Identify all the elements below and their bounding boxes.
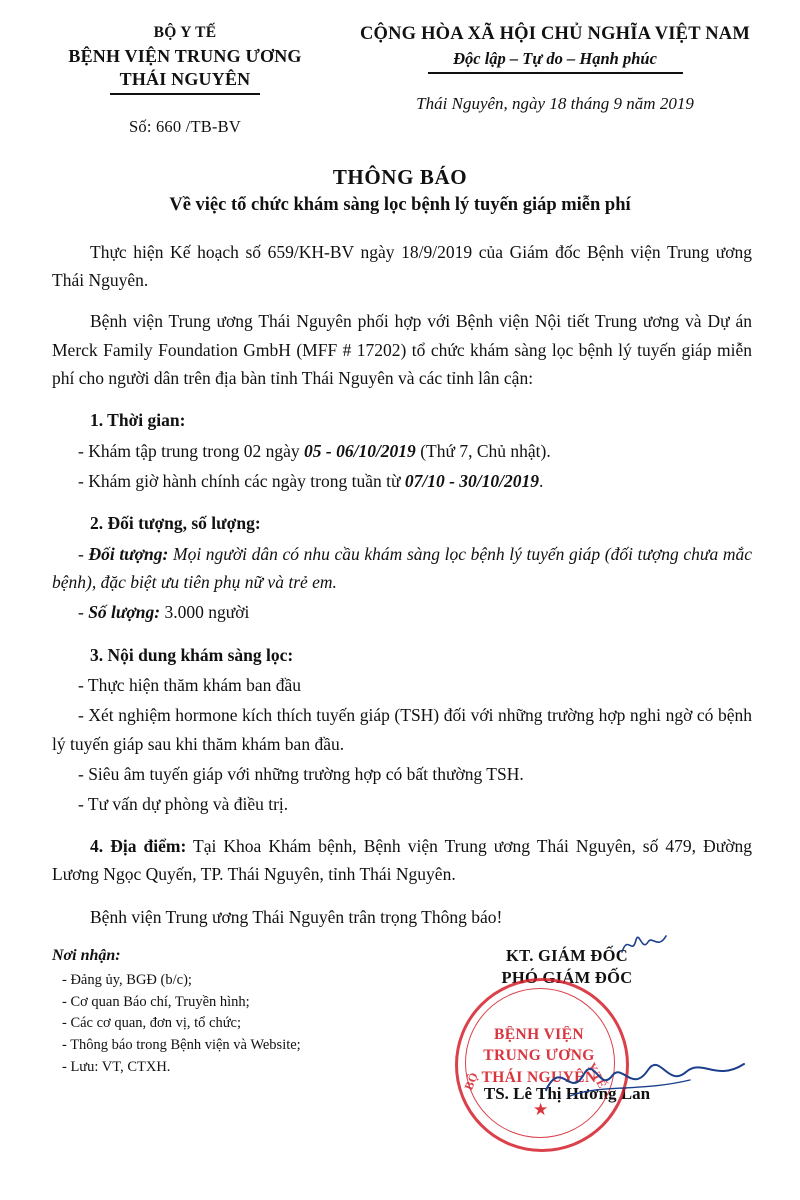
list-item: - Lưu: VT, CTXH.: [62, 1058, 171, 1075]
time-item-2-emphasis: 07/10 - 30/10/2019: [404, 471, 540, 491]
audience-item-1-prefix: -: [78, 543, 89, 564]
list-item: - Thông báo trong Bệnh viện và Website;: [62, 1037, 301, 1054]
signer-title-line2: PHÓ GIÁM ĐỐC: [501, 967, 633, 987]
hospital-name-line1: BỆNH VIỆN TRUNG ƯƠNG: [68, 46, 302, 66]
seal-line-2: TRUNG ƯƠNG: [483, 1047, 595, 1065]
page-title: THÔNG BÁO: [332, 164, 468, 189]
seal-line-3: THÁI NGUYÊN: [481, 1068, 597, 1086]
section-heading-audience: 2. Đối tượng, số lượng:: [90, 513, 261, 534]
signature-block: [382, 944, 752, 1104]
recipients-list: [52, 970, 382, 1079]
section-heading-content: 3. Nội dung khám sàng lọc:: [90, 644, 294, 665]
signer-name: TS. Lê Thị Hương Lan: [483, 1083, 651, 1103]
seal-star-icon: ★: [533, 1100, 549, 1119]
time-item-1-prefix: - Khám tập trung trong 02 ngày: [78, 440, 304, 461]
recipients-block: [52, 944, 382, 1104]
audience-item-2-prefix: -: [78, 602, 89, 623]
audience-item-2-emphasis: Số lượng:: [88, 602, 161, 623]
ministry-name: BỘ Y TẾ: [153, 24, 217, 41]
paragraph-intro-2: Bệnh viện Trung ương Thái Nguyên phối hợp với Bệnh viện Nội tiết Trung ương và Dự án Merck Family Foundation GmbH (MFF # 17202) tổ chức khám sàng lọc bệnh lý tuyến giáp miễn phí cho người dân trên địa bàn tỉnh Thái Nguyên và các tỉnh lân cận:: [52, 311, 752, 388]
hospital-name-line2: THÁI NGUYÊN: [119, 68, 251, 89]
list-item: - Cơ quan Báo chí, Truyền hình;: [62, 993, 250, 1010]
time-item-1-emphasis: 05 - 06/10/2019: [304, 440, 416, 461]
national-motto: Độc lập – Tự do – Hạnh phúc: [453, 49, 657, 68]
document-number: Số: 660 /TB-BV: [129, 116, 241, 136]
location-text: Tại Khoa Khám bệnh, Bệnh viện Trung ương Thái Nguyên, số 479, Đường Lương Ngọc Quyến, TP. Thái Nguyên, tỉnh Thái Nguyên.: [52, 835, 752, 885]
section-time-item-1: [52, 437, 752, 465]
paragraph-intro-1: Thực hiện Kế hoạch số 659/KH-BV ngày 18/9/2019 của Giám đốc Bệnh viện Trung ương Thái Nguyên.: [52, 241, 752, 290]
section-content-item-1: - Thực hiện thăm khám ban đầu: [78, 675, 301, 696]
time-item-1-suffix: (Thứ 7, Chủ nhật).: [415, 440, 551, 461]
seal-arc-right-text: Y TẾ: [584, 1060, 610, 1091]
section-heading-time: 1. Thời gian:: [90, 410, 186, 431]
document-footer: [0, 944, 800, 1104]
title-block: [0, 165, 800, 216]
national-divider: [428, 72, 683, 74]
audience-item-1-emphasis: Đối tượng:: [88, 543, 169, 564]
seal-arc-left-text: BỘ: [461, 1070, 481, 1092]
signer-title-line1: KT. GIÁM ĐỐC: [505, 945, 628, 965]
page-subtitle: Về việc tổ chức khám sàng lọc bệnh lý tuyến giáp miễn phí: [169, 194, 631, 215]
list-item: - Các cơ quan, đơn vị, tổ chức;: [62, 1015, 242, 1032]
time-item-2-suffix: .: [539, 471, 544, 491]
section-content-item-3: - Siêu âm tuyến giáp với những trường hợp có bất thường TSH.: [78, 764, 524, 785]
section-time-item-2: [52, 467, 752, 495]
header-national-block: [340, 22, 770, 137]
audience-item-1-suffix: Mọi người dân có nhu cầu khám sàng lọc bệnh lý tuyến giáp (đối tượng chưa mắc bệnh), đặc biệt ưu tiên phụ nữ và trẻ em.: [52, 543, 752, 593]
section-content-item-4: - Tư vấn dự phòng và điều trị.: [78, 794, 289, 815]
header-issuer-block: [30, 22, 340, 137]
section-location: [52, 832, 752, 889]
section-audience-item-2: [52, 598, 752, 626]
country-name: CỘNG HÒA XÃ HỘI CHỦ NGHĨA VIỆT NAM: [359, 24, 751, 44]
audience-item-2-suffix: 3.000 người: [160, 602, 250, 623]
seal-line-1: BỆNH VIỆN: [494, 1026, 584, 1043]
document-body: [0, 238, 800, 932]
section-audience-item-1: [52, 540, 752, 597]
place-and-date: Thái Nguyên, ngày 18 tháng 9 năm 2019: [416, 93, 694, 113]
list-item: - Đảng ủy, BGĐ (b/c);: [62, 971, 192, 988]
recipients-title: Nơi nhận:: [52, 946, 121, 964]
section-heading-location: 4. Địa điểm:: [90, 835, 187, 856]
time-item-2-prefix: - Khám giờ hành chính các ngày trong tuần từ: [78, 471, 405, 491]
closing-statement: Bệnh viện Trung ương Thái Nguyên trân trọng Thông báo!: [90, 907, 503, 928]
section-content-item-2: - Xét nghiệm hormone kích thích tuyến giáp (TSH) đối với những trường hợp nghi ngờ có bệnh lý tuyến giáp sau khi thăm khám ban đầu.: [52, 705, 752, 754]
issuer-divider: [110, 93, 260, 95]
document-header: [0, 0, 800, 137]
